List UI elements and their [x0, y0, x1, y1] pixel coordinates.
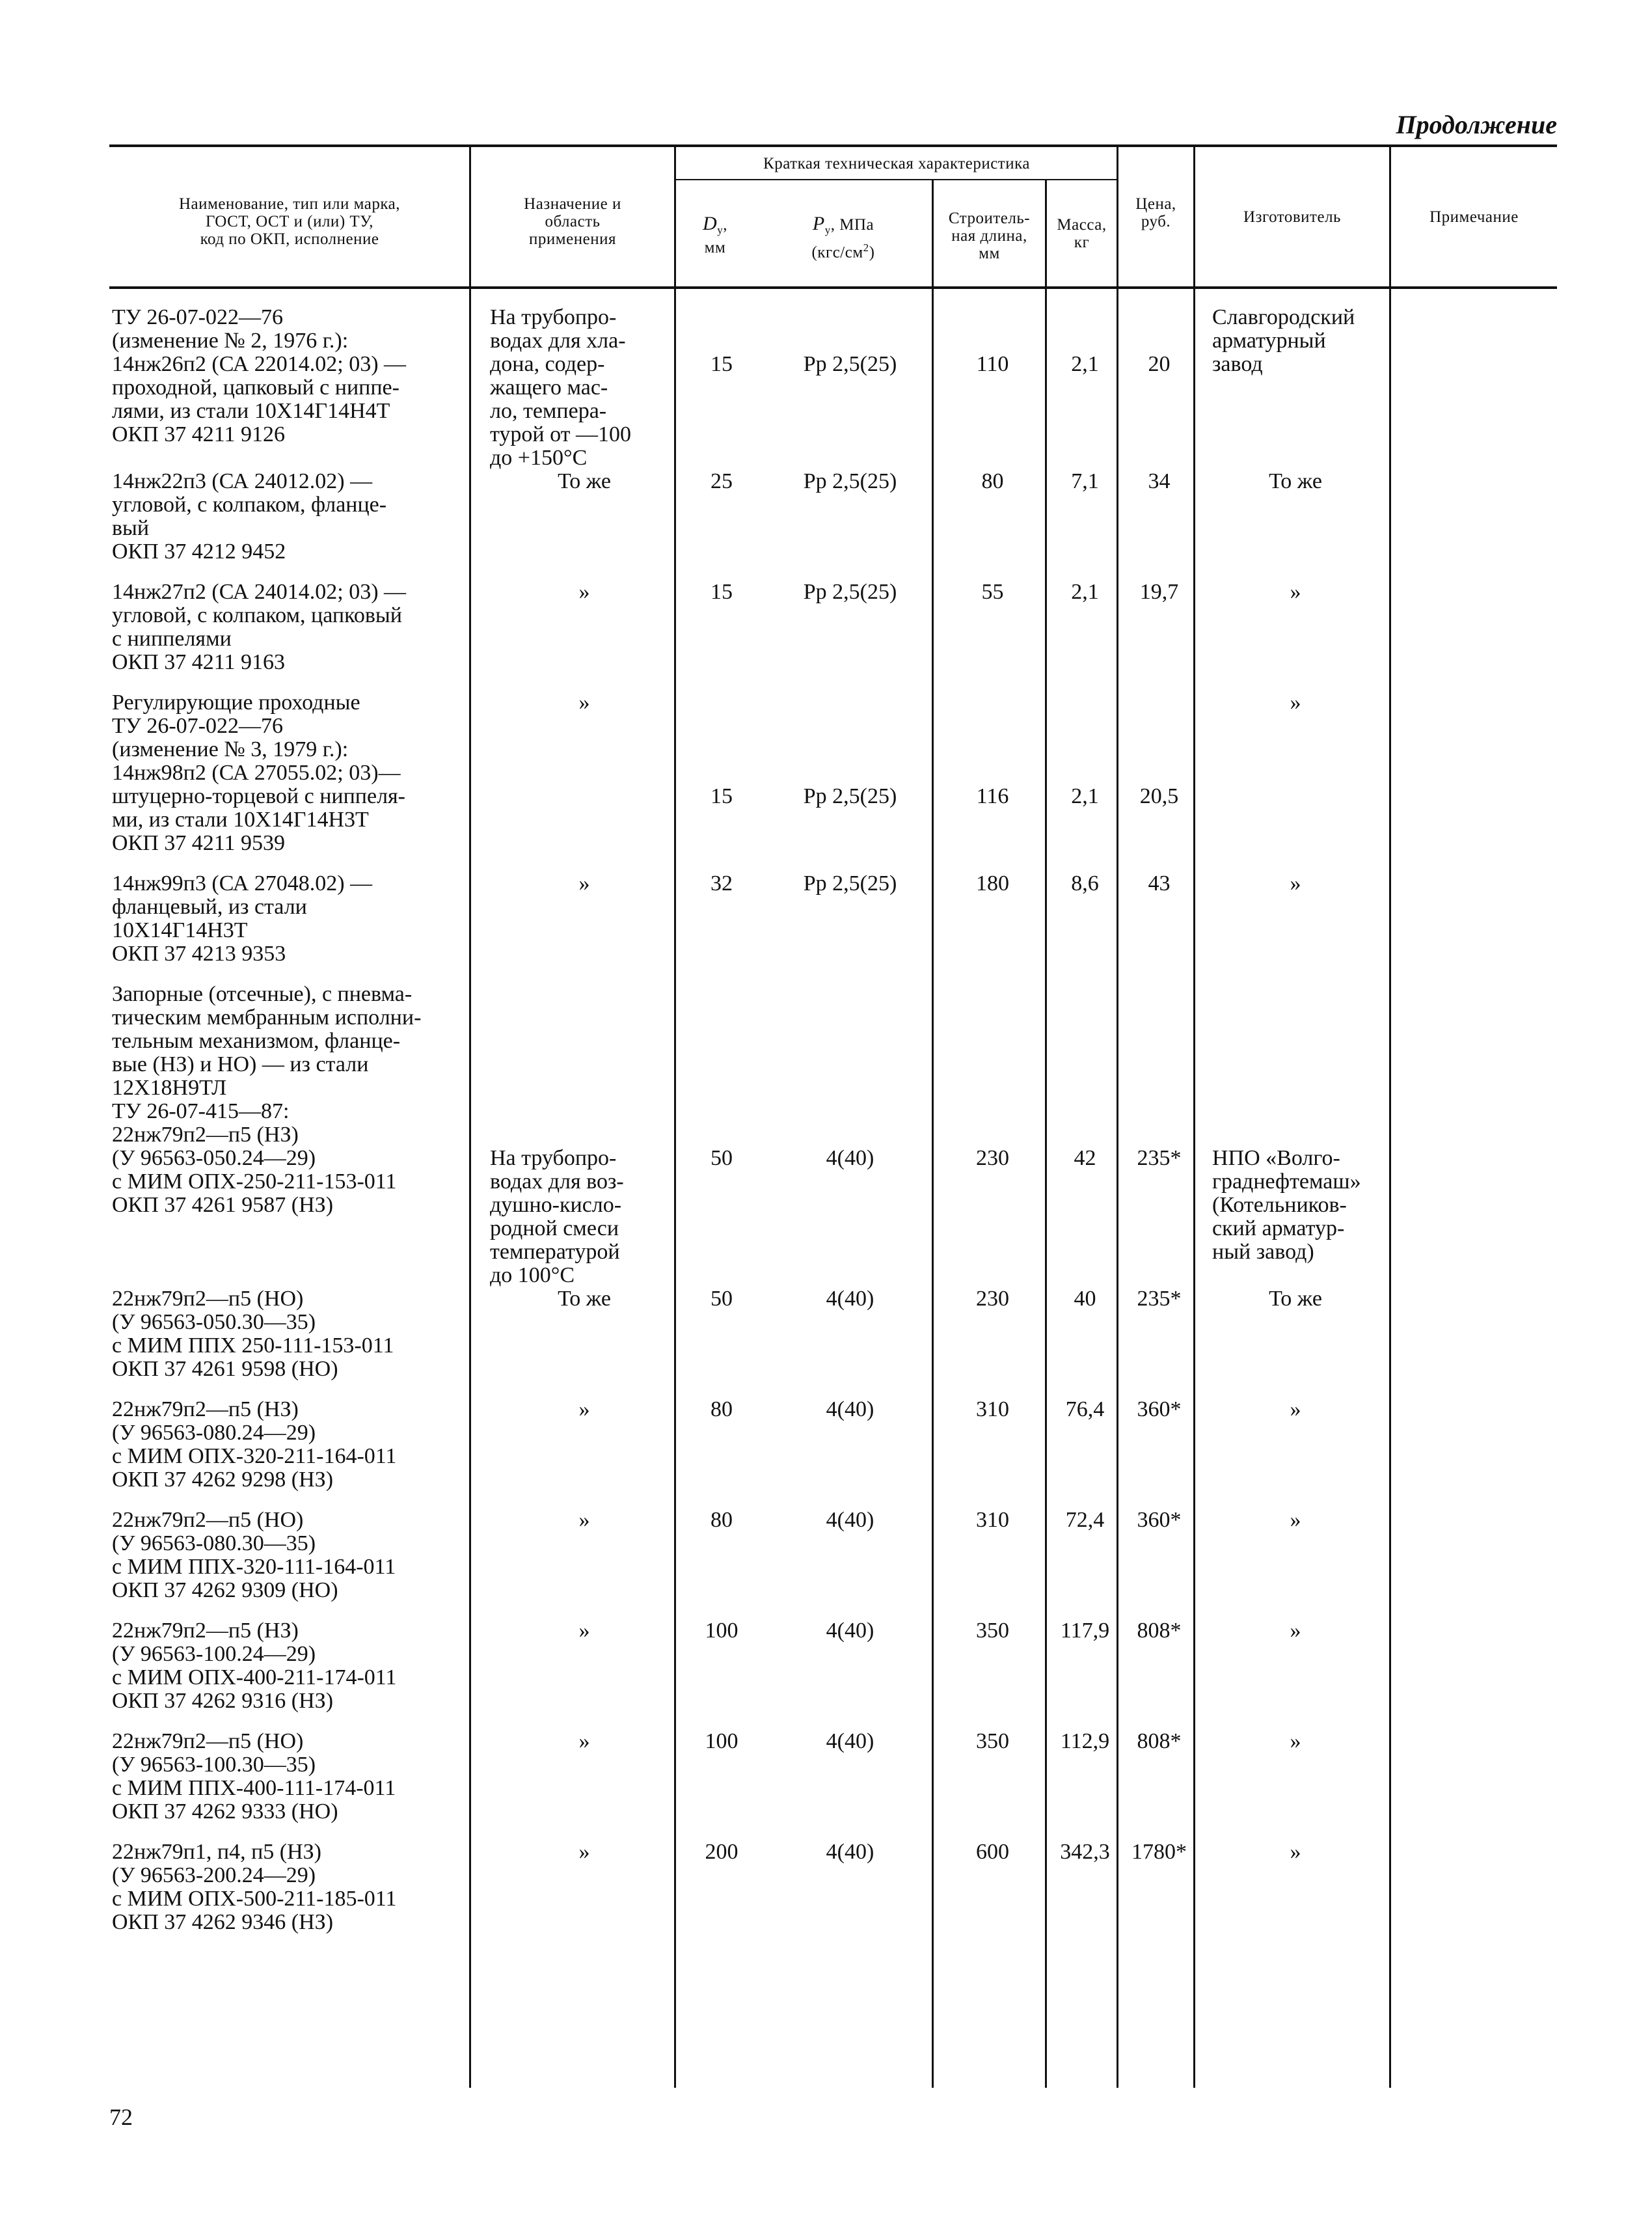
table-row [111, 872, 1560, 983]
table-row [111, 983, 1560, 1287]
cell-purpose: » [578, 1729, 590, 1753]
cell-price: 235* [1137, 1287, 1182, 1311]
cell-maker: » [1290, 1840, 1301, 1864]
cell-dn: 100 [705, 1729, 738, 1753]
cell-name: 14нж22п3 (СА 24012.02) — угловой, с колпаком, фланце- вый ОКП 37 4212 9452 [112, 469, 387, 564]
cell-length: 180 [976, 871, 1009, 896]
cell-mass: 42 [1074, 1146, 1096, 1170]
header-length: Строитель- ная длина, мм [948, 210, 1031, 262]
cell-purpose: » [578, 1508, 590, 1532]
cell-pn: 4(40) [826, 1146, 874, 1170]
cell-length: 230 [976, 1146, 1009, 1170]
cell-maker: » [1290, 1619, 1301, 1643]
cell-dn: 100 [705, 1619, 738, 1643]
cell-pn: Pр 2,5(25) [803, 580, 897, 604]
cell-length: 55 [981, 580, 1004, 604]
header-price: Цена, руб. [1135, 195, 1176, 230]
cell-pn: Pр 2,5(25) [803, 784, 897, 808]
cell-maker: » [1290, 580, 1301, 604]
table-row [111, 1398, 1560, 1509]
cell-maker: НПО «Волго- граднефтемаш» (Котельников- ский арматур- ный завод) [1212, 1146, 1361, 1264]
cell-maker: » [1290, 1397, 1301, 1421]
cell-note [1393, 1840, 1560, 1951]
cell-dn: 50 [711, 1146, 733, 1170]
cell-price: 20,5 [1139, 784, 1179, 808]
header-maker: Изготовитель [1243, 208, 1341, 226]
valve-table [111, 306, 1560, 1951]
cell-mass: 7,1 [1071, 469, 1099, 493]
cell-mass: 72,4 [1065, 1508, 1105, 1532]
cell-length: 116 [976, 784, 1009, 808]
cell-note [1393, 1619, 1560, 1730]
cell-length: 110 [976, 352, 1009, 376]
table-row [111, 691, 1560, 872]
cell-name: Запорные (отсечные), с пневма- тическим мембранным исполни- тельным механизмом, фланце- вые (НЗ) и НО) — из стали 12Х18Н9ТЛ ТУ 26-07-415—87: 22нж79п2—п5 (НЗ) (У 96563-050.24—29) с МИМ ОПХ-250-211-153-011 ОКП 37 4261 9587 (НЗ) [112, 982, 422, 1217]
cell-price: 43 [1148, 871, 1171, 896]
cell-pn: 4(40) [826, 1397, 874, 1421]
header-note: Примечание [1429, 208, 1519, 226]
cell-name: 14нж99п3 (СА 27048.02) — фланцевый, из стали 10Х14Г14Н3Т ОКП 37 4213 9353 [112, 871, 373, 966]
cell-mass: 40 [1074, 1287, 1096, 1311]
cell-dn: 80 [711, 1508, 733, 1532]
cell-dn: 15 [711, 784, 733, 808]
cell-note [1393, 581, 1560, 691]
cell-mass: 117,9 [1060, 1619, 1110, 1643]
cell-dn: 200 [705, 1840, 738, 1864]
cell-price: 20 [1148, 352, 1171, 376]
cell-note [1393, 470, 1560, 581]
cell-purpose: На трубопро- водах для воз- душно-кисло- родной смеси температурой до 100°С [490, 1146, 624, 1287]
cell-dn: 50 [711, 1287, 733, 1311]
cell-purpose: » [578, 580, 590, 604]
cell-dn: 25 [711, 469, 733, 493]
cell-pn: 4(40) [826, 1508, 874, 1532]
cell-length: 230 [976, 1287, 1009, 1311]
cell-purpose: » [578, 691, 590, 715]
cell-name: 22нж79п1, п4, п5 (НЗ) (У 96563-200.24—29) с МИМ ОПХ-500-211-185-011 ОКП 37 4262 9346 (НЗ) [112, 1840, 397, 1934]
header-bottom-border [109, 286, 1557, 289]
cell-maker: » [1290, 1729, 1301, 1753]
cell-pn: 4(40) [826, 1729, 874, 1753]
table-row [111, 306, 1560, 470]
cell-pn: Pр 2,5(25) [803, 352, 897, 376]
cell-mass: 8,6 [1071, 871, 1099, 896]
cell-pn: 4(40) [826, 1619, 874, 1643]
header-dn: $D_у$, мм [703, 213, 727, 256]
tech-group-divider [675, 179, 1117, 180]
cell-purpose: То же [558, 1287, 611, 1311]
cell-name: 22нж79п2—п5 (НЗ) (У 96563-100.24—29) с МИМ ОПХ-400-211-174-011 ОКП 37 4262 9316 (НЗ) [112, 1619, 397, 1713]
cell-note [1393, 983, 1560, 1287]
header-pn: $P_у$, МПа $(кгс/см^2)$ [811, 213, 875, 262]
cell-note [1393, 691, 1560, 872]
col-divider-2 [674, 147, 676, 286]
cell-length: 350 [976, 1729, 1009, 1753]
cell-note [1393, 1730, 1560, 1840]
cell-price: 808* [1137, 1729, 1182, 1753]
cell-maker: То же [1269, 1287, 1322, 1311]
cell-note [1393, 1287, 1560, 1398]
cell-purpose: На трубопро- водах для хла- дона, содер- жащего мас- ло, темпера- турой от —100 до +150°С [490, 305, 632, 470]
cell-name: 22нж79п2—п5 (НО) (У 96563-050.30—35) с МИМ ППХ 250-111-153-011 ОКП 37 4261 9598 (НО) [112, 1287, 394, 1381]
cell-mass: 76,4 [1065, 1397, 1105, 1421]
cell-length: 310 [976, 1508, 1009, 1532]
cell-price: 34 [1148, 469, 1171, 493]
table-row [111, 581, 1560, 691]
cell-purpose: » [578, 1840, 590, 1864]
header-name: Наименование, тип или марка, ГОСТ, ОСТ и (или) ТУ, код по ОКП, исполнение [178, 195, 401, 248]
cell-name: 22нж79п2—п5 (НО) (У 96563-080.30—35) с МИМ ППХ-320-111-164-011 ОКП 37 4262 9309 (НО) [112, 1508, 396, 1602]
cell-price: 360* [1137, 1397, 1182, 1421]
table-row [111, 1509, 1560, 1619]
cell-length: 350 [976, 1619, 1009, 1643]
table-row [111, 1730, 1560, 1840]
cell-pn: 4(40) [826, 1840, 874, 1864]
cell-mass: 112,9 [1060, 1729, 1110, 1753]
header-mass: Масса, кг [1057, 216, 1107, 251]
cell-mass: 2,1 [1071, 580, 1099, 604]
cell-name: 22нж79п2—п5 (НЗ) (У 96563-080.24—29) с МИМ ОПХ-320-211-164-011 ОКП 37 4262 9298 (НЗ) [112, 1397, 397, 1492]
cell-pn: Pр 2,5(25) [803, 469, 897, 493]
cell-maker: То же [1269, 469, 1322, 493]
cell-maker: » [1290, 871, 1301, 896]
header-tech-group: Краткая техническая характеристика [763, 155, 1030, 172]
cell-maker: » [1290, 1508, 1301, 1532]
cell-dn: 32 [711, 871, 733, 896]
cell-mass: 2,1 [1071, 784, 1099, 808]
cell-length: 80 [981, 469, 1004, 493]
continuation-heading: Продолжение [1396, 110, 1557, 139]
table-row [111, 470, 1560, 581]
cell-maker: » [1290, 691, 1301, 715]
cell-price: 19,7 [1139, 580, 1179, 604]
cell-length: 600 [976, 1840, 1009, 1864]
cell-name: 14нж27п2 (СА 24014.02; 03) — угловой, с колпаком, цапковый с ниппелями ОКП 37 4211 9163 [112, 580, 407, 674]
cell-note [1393, 306, 1560, 470]
table-top-border [109, 144, 1557, 147]
cell-purpose: » [578, 1619, 590, 1643]
table-row [111, 1840, 1560, 1951]
cell-name: Регулирующие проходные ТУ 26-07-022—76 (изменение № 3, 1979 г.): 14нж98п2 (СА 27055.02; 03)— штуцерно-торцевой с ниппеля- ми, из стали 10Х14Г14Н3Т ОКП 37 4211 9539 [112, 691, 405, 855]
cell-purpose: » [578, 1397, 590, 1421]
cell-length: 310 [976, 1397, 1009, 1421]
cell-price: 1780* [1131, 1840, 1187, 1864]
cell-note [1393, 1509, 1560, 1619]
cell-price: 235* [1137, 1146, 1182, 1170]
cell-dn: 15 [711, 352, 733, 376]
cell-purpose: » [578, 871, 590, 896]
table-row [111, 1619, 1560, 1730]
cell-dn: 80 [711, 1397, 733, 1421]
cell-price: 360* [1137, 1508, 1182, 1532]
cell-name: ТУ 26-07-022—76 (изменение № 2, 1976 г.): 14нж26п2 (СА 22014.02; 03) — проходной, цапковый с ниппе- лями, из стали 10Х14Г14Н4Т ОКП 37 4211 9126 [112, 305, 407, 446]
cell-mass: 342,3 [1060, 1840, 1110, 1864]
cell-name: 22нж79п2—п5 (НО) (У 96563-100.30—35) с МИМ ППХ-400-111-174-011 ОКП 37 4262 9333 (НО) [112, 1729, 396, 1824]
cell-pn: Pр 2,5(25) [803, 871, 897, 896]
page-number: 72 [109, 2104, 133, 2130]
cell-dn: 15 [711, 580, 733, 604]
header-purpose: Назначение и область применения [524, 195, 621, 248]
cell-note [1393, 872, 1560, 983]
cell-pn: 4(40) [826, 1287, 874, 1311]
cell-maker: Славгородский арматурный завод [1212, 305, 1355, 376]
cell-purpose: То же [558, 469, 611, 493]
cell-note [1393, 1398, 1560, 1509]
cell-mass: 2,1 [1071, 352, 1099, 376]
cell-price: 808* [1137, 1619, 1182, 1643]
table-row [111, 1287, 1560, 1398]
